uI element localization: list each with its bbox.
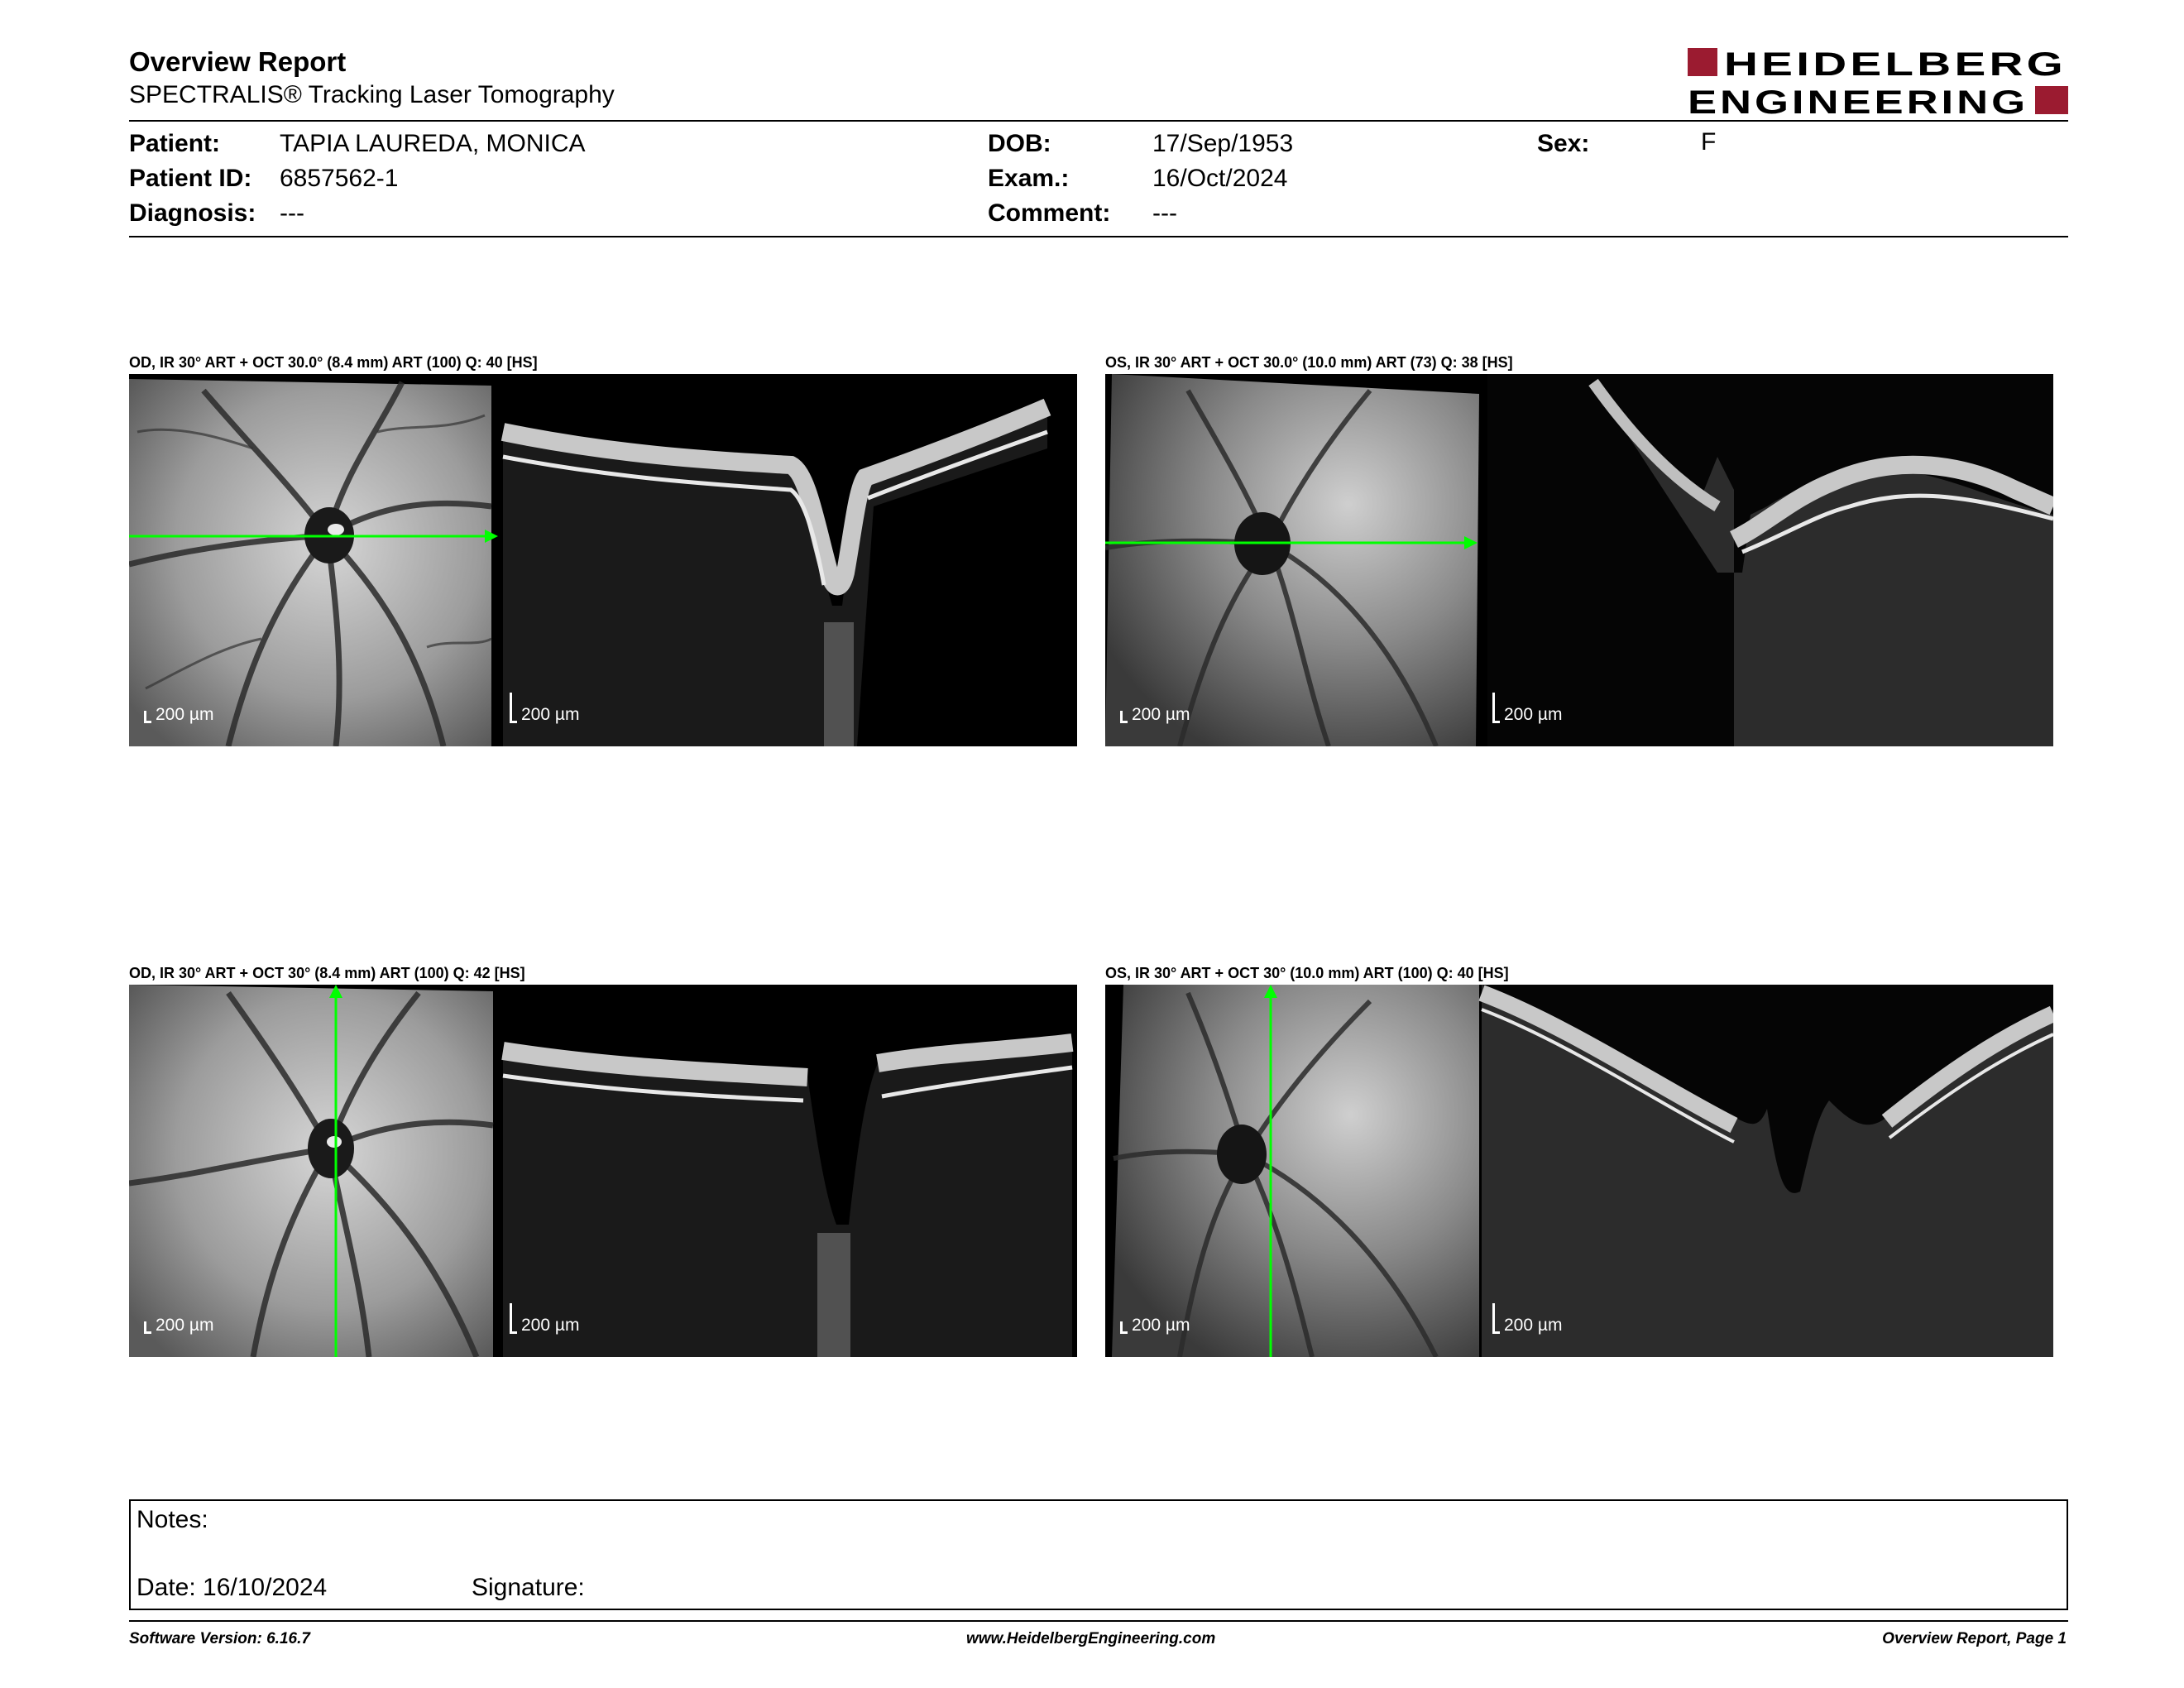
exam-value: 16/Oct/2024 xyxy=(1152,165,1288,192)
dob-label: DOB: xyxy=(988,130,1051,157)
dob-value: 17/Sep/1953 xyxy=(1152,130,1294,157)
notes-label: Notes: xyxy=(136,1506,208,1533)
heidelberg-logo xyxy=(1688,45,2068,117)
scan-title-os-1: OS, IR 30° ART + OCT 30.0° (10.0 mm) ART (73) Q: 38 [HS] xyxy=(1105,354,1513,371)
scale-bar-ir-od-1: 200 µm xyxy=(144,705,213,725)
software-version: Software Version: 6.16.7 xyxy=(129,1630,310,1647)
oct-bscan-image xyxy=(1482,985,2053,1357)
logo-text-line1: HEIDELBERG xyxy=(1724,46,2067,83)
scan-images-os-1 xyxy=(1105,374,2053,746)
patient-id: 6857562-1 xyxy=(280,165,399,192)
notes-box xyxy=(129,1499,2068,1610)
scan-images-os-2 xyxy=(1105,985,2053,1357)
sex-value: F xyxy=(1701,128,1717,156)
report-title: Overview Report xyxy=(129,46,347,77)
report-subtitle: SPECTRALIS® Tracking Laser Tomography xyxy=(129,81,615,108)
scale-bar-ir-os-2: 200 µm xyxy=(1120,1316,1190,1336)
header-divider xyxy=(129,120,2068,122)
signature-label: Signature: xyxy=(472,1574,585,1601)
patient-id-label: Patient ID: xyxy=(129,165,252,192)
patient-label: Patient: xyxy=(129,130,221,157)
patient-info-divider xyxy=(129,236,2068,237)
scan-panel-od-2 xyxy=(129,985,1077,1357)
scale-bar-ir-od-2: 200 µm xyxy=(144,1316,213,1336)
diagnosis-label: Diagnosis: xyxy=(129,199,256,227)
logo-square-top xyxy=(1688,48,1717,76)
website-link[interactable]: www.HeidelbergEngineering.com xyxy=(966,1630,1216,1647)
exam-label: Exam.: xyxy=(988,165,1070,192)
oct-bscan-image xyxy=(503,407,1047,746)
diagnosis-value: --- xyxy=(280,199,304,227)
comment-value: --- xyxy=(1152,199,1177,227)
scan-panel-os-1 xyxy=(1105,374,2053,746)
logo-text-line2: ENGINEERING xyxy=(1688,84,2028,117)
scale-bar-oct-os-1: 200 µm xyxy=(1492,705,1562,725)
scale-bar-oct-os-2: 200 µm xyxy=(1492,1316,1562,1336)
oct-bscan-image xyxy=(1487,374,2053,746)
scan-title-od-2: OD, IR 30° ART + OCT 30° (8.4 mm) ART (100) Q: 42 [HS] xyxy=(129,965,525,981)
ir-fundus-image xyxy=(129,379,491,746)
ir-fundus-image xyxy=(1105,374,1479,746)
notes-date: Date: 16/10/2024 xyxy=(136,1574,328,1601)
sex-label: Sex: xyxy=(1537,130,1590,157)
scan-images-od-2 xyxy=(129,985,1077,1357)
logo-square-bottom xyxy=(2035,86,2068,114)
ir-fundus-image xyxy=(129,985,493,1357)
scale-bar-ir-os-1: 200 µm xyxy=(1120,705,1190,725)
footer-divider xyxy=(129,1620,2068,1622)
oct-bscan-image xyxy=(503,1043,1072,1357)
scan-title-od-1: OD, IR 30° ART + OCT 30.0° (8.4 mm) ART (100) Q: 40 [HS] xyxy=(129,354,538,371)
page-number: Overview Report, Page 1 xyxy=(1882,1630,2067,1647)
scan-images-od-1 xyxy=(129,374,1077,746)
scan-panel-os-2 xyxy=(1105,985,2053,1357)
scale-bar-oct-od-1: 200 µm xyxy=(510,705,579,725)
ir-fundus-image xyxy=(1112,985,1479,1357)
scan-panel-od-1 xyxy=(129,374,1077,746)
comment-label: Comment: xyxy=(988,199,1111,227)
patient-name: TAPIA LAUREDA, MONICA xyxy=(280,130,586,157)
scale-bar-oct-od-2: 200 µm xyxy=(510,1316,579,1336)
scan-title-os-2: OS, IR 30° ART + OCT 30° (10.0 mm) ART (100) Q: 40 [HS] xyxy=(1105,965,1509,981)
